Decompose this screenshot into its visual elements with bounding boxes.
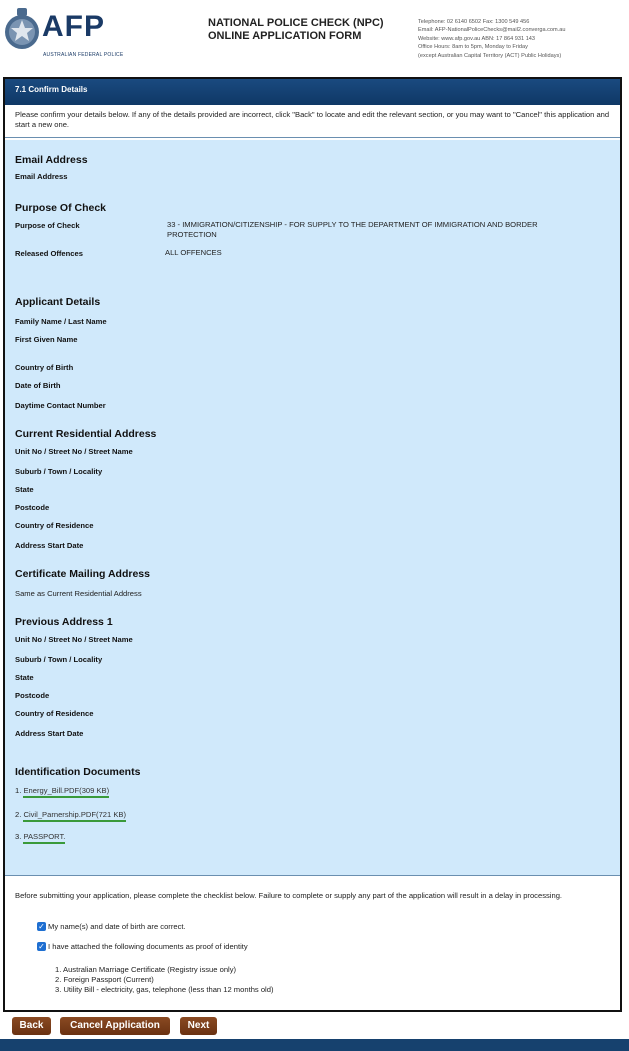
document-item: 2. Civil_Parnership.PDF(721 KB) bbox=[15, 810, 126, 819]
list-item: 1. Australian Marriage Certificate (Registry issue only) bbox=[55, 965, 237, 974]
email-label: Email Address bbox=[15, 172, 68, 181]
details-summary bbox=[5, 140, 620, 876]
phone-label: Daytime Contact Number bbox=[15, 401, 106, 410]
list-item: 2. Foreign Passport (Current) bbox=[55, 975, 154, 984]
back-button[interactable]: Back bbox=[12, 1017, 51, 1035]
checklist-intro: Before submitting your application, please complete the checklist below. Failure to complete or supply any part of the application will result in a delay in processing. bbox=[15, 891, 563, 900]
email-heading: Email Address bbox=[15, 154, 88, 166]
confirm-details-panel bbox=[3, 77, 622, 1012]
current-postcode-label: Postcode bbox=[15, 503, 50, 512]
family-name-label: Family Name / Last Name bbox=[15, 317, 107, 326]
contact-info: Telephone: 02 6140 6502 Fax: 1300 549 456 Email: AFP-NationalPoliceChecks@mail2.converga.com.au Website: www.afp.gov.au ABN: 17 864 931 143 Office Hours: 8am to 5pm, Monday to Friday (except Australian Capital Territory (ACT) Public Holidays) bbox=[418, 19, 566, 59]
section-intro: Please confirm your details below. If any of the details provided are incorrect, click "Back" to locate and edit the relevant section, or you may want to "Cancel" this application and start a new one. bbox=[5, 105, 620, 138]
previous-start-label: Address Start Date bbox=[15, 729, 84, 738]
purpose-heading: Purpose Of Check bbox=[15, 202, 107, 214]
page-title: NATIONAL POLICE CHECK (NPC) ONLINE APPLICATION FORM bbox=[208, 17, 384, 42]
checklist-item-documents[interactable]: ✓ I have attached the following documents as proof of identity bbox=[38, 942, 248, 951]
afp-logo bbox=[2, 6, 122, 64]
previous-state-label: State bbox=[15, 673, 34, 682]
current-address-heading: Current Residential Address bbox=[15, 428, 157, 440]
checklist-item-name-dob[interactable]: ✓ My name(s) and date of birth are correct. bbox=[38, 922, 186, 931]
previous-postcode-label: Postcode bbox=[15, 691, 50, 700]
document-item: 1. Energy_Bill.PDF(309 KB) bbox=[15, 786, 109, 795]
document-item: 3. PASSPORT. bbox=[15, 832, 65, 841]
released-offences-value: ALL OFFENCES bbox=[165, 248, 222, 257]
list-item: 3. Utility Bill - electricity, gas, telephone (less than 12 months old) bbox=[55, 985, 274, 994]
document-link[interactable]: Civil_Parnership.PDF(721 KB) bbox=[23, 810, 126, 822]
released-offences-label: Released Offences bbox=[15, 249, 83, 258]
next-button[interactable]: Next bbox=[180, 1017, 217, 1035]
checkbox-checked-icon[interactable]: ✓ bbox=[38, 922, 45, 931]
current-start-label: Address Start Date bbox=[15, 541, 84, 550]
mailing-heading: Certificate Mailing Address bbox=[15, 568, 150, 580]
crest-icon bbox=[2, 6, 42, 58]
applicant-heading: Applicant Details bbox=[15, 296, 101, 308]
logo-text: AFP bbox=[42, 10, 105, 43]
document-link[interactable]: Energy_Bill.PDF(309 KB) bbox=[23, 786, 109, 798]
first-name-label: First Given Name bbox=[15, 335, 78, 344]
purpose-value: 33 - IMMIGRATION/CITIZENSHIP - FOR SUPPLY TO THE DEPARTMENT OF IMMIGRATION AND BORDER PROTECTION bbox=[167, 220, 538, 239]
cancel-application-button[interactable]: Cancel Application bbox=[60, 1017, 170, 1035]
identification-heading: Identification Documents bbox=[15, 766, 141, 778]
logo-subtitle: AUSTRALIAN FEDERAL POLICE bbox=[43, 52, 124, 58]
country-birth-label: Country of Birth bbox=[15, 363, 74, 372]
purpose-label: Purpose of Check bbox=[15, 221, 80, 230]
current-country-label: Country of Residence bbox=[15, 521, 94, 530]
page-footer-bar bbox=[0, 1039, 629, 1051]
previous-address-heading: Previous Address 1 bbox=[15, 616, 113, 628]
current-state-label: State bbox=[15, 485, 34, 494]
dob-label: Date of Birth bbox=[15, 381, 61, 390]
document-link[interactable]: PASSPORT. bbox=[23, 832, 65, 844]
proof-documents-list bbox=[55, 965, 274, 995]
section-title-bar: 7.1 Confirm Details bbox=[5, 79, 620, 105]
previous-country-label: Country of Residence bbox=[15, 709, 94, 718]
current-street-label: Unit No / Street No / Street Name bbox=[15, 447, 133, 456]
previous-street-label: Unit No / Street No / Street Name bbox=[15, 635, 133, 644]
page-header bbox=[0, 0, 629, 74]
current-suburb-label: Suburb / Town / Locality bbox=[15, 467, 103, 476]
previous-suburb-label: Suburb / Town / Locality bbox=[15, 655, 103, 664]
checkbox-checked-icon[interactable]: ✓ bbox=[38, 942, 45, 951]
mailing-value: Same as Current Residential Address bbox=[15, 589, 142, 598]
